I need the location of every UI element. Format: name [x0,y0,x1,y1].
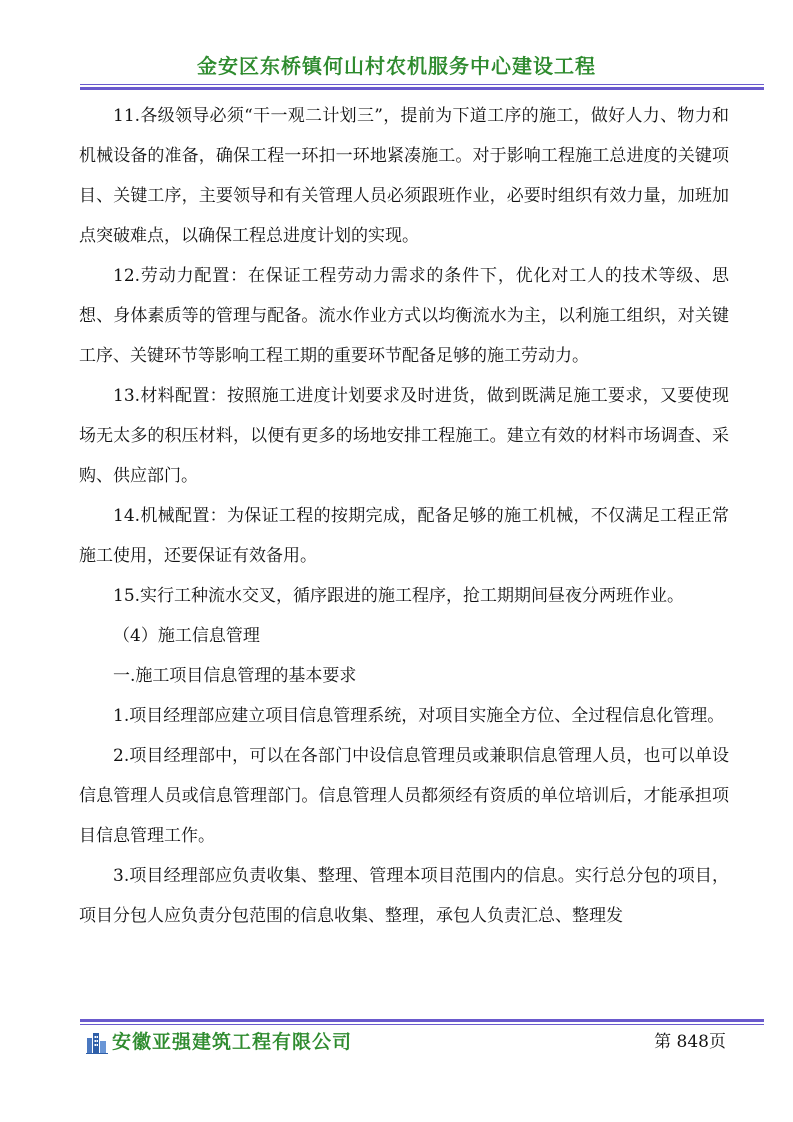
page-number: 第 848页 [654,1032,726,1052]
section-heading-info-management: （4）施工信息管理 [113,626,260,646]
footer-company-name: 安徽亚强建筑工程有限公司 [112,1031,353,1053]
paragraph-14: 14.机械配置：为保证工程的按期完成，配备足够的施工机械，不仅满足工程正常施工使用，还要保证有效备用。 [79,506,729,566]
paragraph-12: 12.劳动力配置：在保证工程劳动力需求的条件下，优化对工人的技术等级、思想、身体素质等的管理与配备。流水作业方式以均衡流水为主，以利施工组织，对关键工序、关键环节等影响工程工期的重要环节配备足够的施工劳动力。 [79,266,729,366]
subsection-heading-basic-requirements: 一.施工项目信息管理的基本要求 [113,666,357,686]
header-rule-thick [80,87,764,90]
footer-rule-thin [80,1024,764,1025]
page-footer [86,1028,726,1058]
paragraph-req-3: 3.项目经理部应负责收集、整理、管理本项目范围内的信息。实行总分包的项目，项目分包人应负责分包范围的信息收集、整理，承包人负责汇总、整理发 [79,866,729,926]
document-body [79,96,729,936]
paragraph-13: 13.材料配置：按照施工进度计划要求及时进货，做到既满足施工要求，又要使现场无太多的积压材料，以便有更多的场地安排工程施工。建立有效的材料市场调查、采购、供应部门。 [79,386,729,486]
paragraph-11: 11.各级领导必须“干一观二计划三”，提前为下道工序的施工，做好人力、物力和机械设备的准备，确保工程一环扣一环地紧凑施工。对于影响工程施工总进度的关键项目、关键工序，主要领导和有关管理人员必须跟班作业，必要时组织有效力量，加班加点突破难点，以确保工程总进度计划的实现。 [79,106,729,246]
footer-rule-thick [80,1019,764,1022]
paragraph-req-1: 1.项目经理部应建立项目信息管理系统，对项目实施全方位、全过程信息化管理。 [113,706,725,726]
page-header-title: 金安区东桥镇何山村农机服务中心建设工程 [197,54,596,78]
header-rule-thin [80,84,764,85]
paragraph-req-2: 2.项目经理部中，可以在各部门中设信息管理员或兼职信息管理人员，也可以单设信息管理人员或信息管理部门。信息管理人员都须经有资质的单位培训后，才能承担项目信息管理工作。 [79,746,729,846]
building-logo-icon [86,1030,108,1054]
paragraph-15: 15.实行工种流水交叉，循序跟进的施工程序，抢工期期间昼夜分两班作业。 [113,586,685,606]
